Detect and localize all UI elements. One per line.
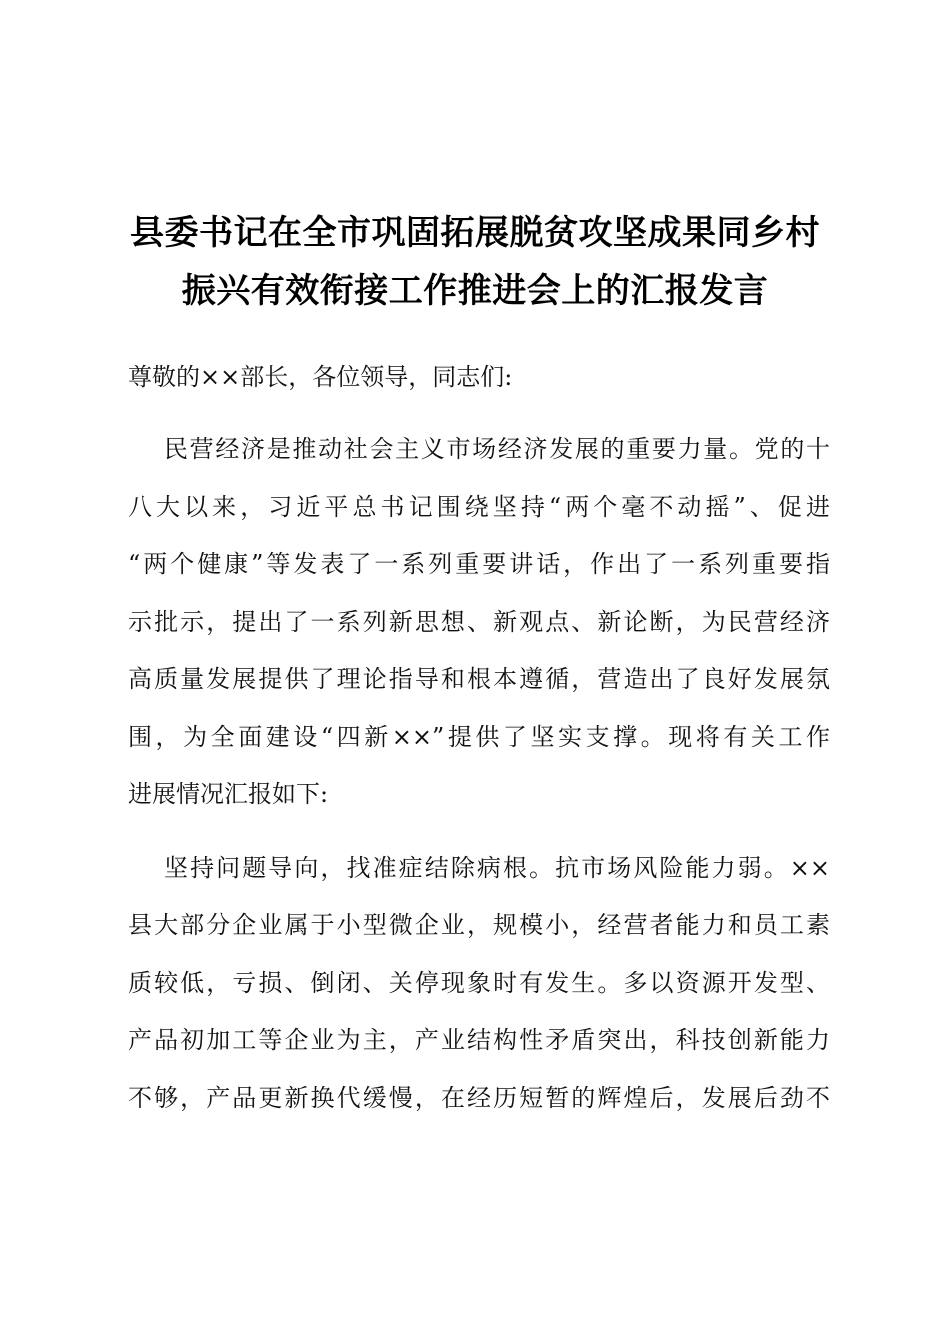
paragraph-1-line-4: 示批示，提出了一系列新思想、新观点、新论断，为民营经济	[128, 608, 830, 636]
paragraph-1-line-5: 高质量发展提供了理论指导和根本遵循，营造出了良好发展氛	[128, 665, 830, 693]
salutation: 尊敬的××部长，各位领导，同志们:	[128, 363, 513, 391]
paragraph-2-line-2: 县大部分企业属于小型微企业，规模小，经营者能力和员工素	[128, 911, 830, 939]
paragraph-2-line-5: 不够，产品更新换代缓慢，在经历短暂的辉煌后，发展后劲不	[128, 1084, 830, 1112]
paragraph-1-line-1: 民营经济是推动社会主义市场经济发展的重要力量。党的十	[164, 435, 830, 463]
paragraph-1-line-2: 八大以来，习近平总书记围绕坚持“两个毫不动摇”、促进	[128, 493, 830, 521]
paragraph-1-line-6: 围，为全面建设“四新××”提供了坚实支撑。现将有关工作	[128, 723, 830, 751]
document-title-line-2: 振兴有效衔接工作推进会上的汇报发言	[181, 271, 769, 311]
paragraph-1-line-7: 进展情况汇报如下:	[128, 780, 329, 808]
document-title-line-1: 县委书记在全市巩固拓展脱贫攻坚成果同乡村	[130, 213, 820, 253]
paragraph-2-line-1: 坚持问题导向，找准症结除病根。抗市场风险能力弱。××	[164, 854, 830, 882]
paragraph-2-line-4: 产品初加工等企业为主，产业结构性矛盾突出，科技创新能力	[128, 1026, 830, 1054]
paragraph-1-line-3: “两个健康”等发表了一系列重要讲话，作出了一系列重要指	[128, 550, 830, 578]
paragraph-2-line-3: 质较低，亏损、倒闭、关停现象时有发生。多以资源开发型、	[128, 969, 830, 997]
